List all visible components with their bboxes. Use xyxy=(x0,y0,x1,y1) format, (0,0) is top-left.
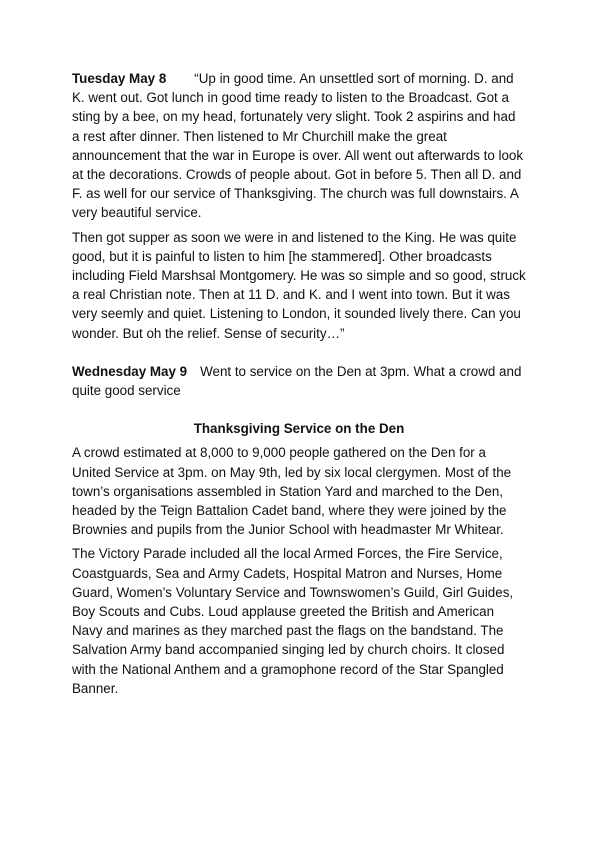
entry-text: Went to service on the Den at 3pm. What a crowd and quite good service xyxy=(72,363,522,399)
entry-text: “Up in good time. An unsettled sort of morning. D. and K. went out. Got lunch in good time ready to listen to the Broadcast. Got a sting by a bee, on my head, fortunately very slight. Took 2 aspirins and had a rest after dinner. Then listened to Mr Churchill make the great announcement that the war in Europe is over. All went out afterwards to look at the decorations. Crowds of people about. Got in before 5. Then all D. and F. as well for our service of Thanksgiving. The church was full downstairs. A very beautiful service. xyxy=(72,71,524,221)
entry-date: Tuesday May 8 xyxy=(72,71,167,86)
article-paragraph: The Victory Parade included all the local Armed Forces, the Fire Service, Coastguards, Sea and Army Cadets, Hospital Matron and Nurses, Home Guard, Women’s Voluntary Service and Townswomen’s Guild, Girl Guides, Boy Scouts and Cubs. Loud applause greeted the British and American Navy and marines as they marched past the flags on the bandstand. The Salvation Army band accompanied singing led by church choirs. It closed with the National Anthem and a gramophone record of the Star Spangled Banner. xyxy=(72,546,514,696)
diary-entry-tuesday xyxy=(72,69,526,223)
entry-date: Wednesday May 9 xyxy=(72,363,188,379)
document-page xyxy=(72,69,526,698)
section-heading: Thanksgiving Service on the Den xyxy=(193,421,405,437)
article-paragraph: A crowd estimated at 8,000 to 9,000 people gathered on the Den for a United Service at 3pm. on May 9th, led by six local clergymen. Most of the town’s organisations assembled in Station Yard and marched to the Den, headed by the Teign Battalion Cadet band, where they were joined by the Brownies and pupils from the Junior School with headmaster Mr Whitear. xyxy=(72,445,512,538)
diary-entry-wednesday xyxy=(72,362,526,400)
diary-paragraph: Then got supper as soon we were in and listened to the King. He was quite good, but it is painful to listen to him [he stammered]. Other broadcasts including Field Marshsal Montgomery. He was so simple and so good, struck a real Christian note. Then at 11 D. and K. and I went into town. But it was very seemly and quiet. Listening to London, it sounded lively there. Can you wonder. But oh the relief. Sense of security…” xyxy=(72,229,526,341)
